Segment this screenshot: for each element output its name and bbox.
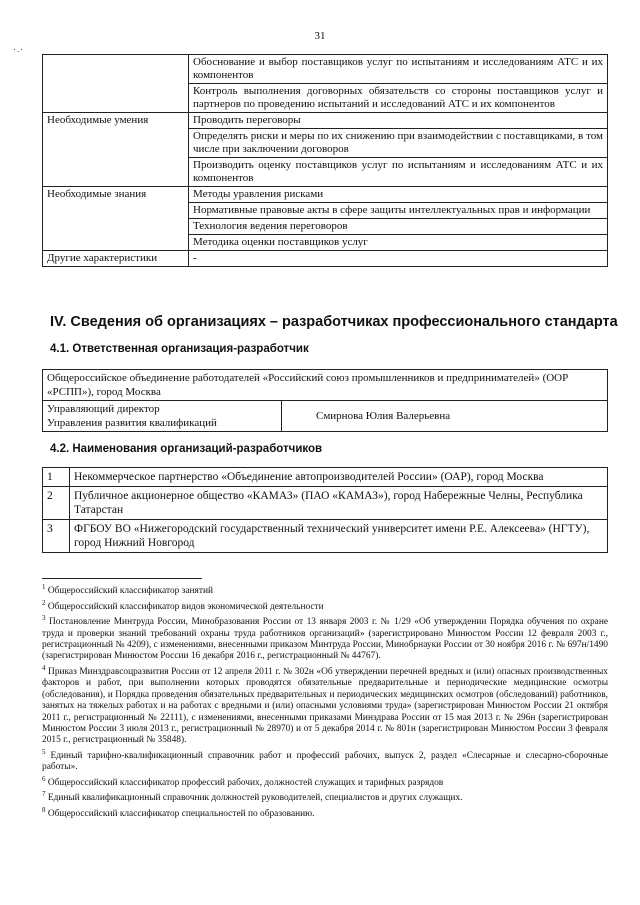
row-number: 2 bbox=[43, 487, 70, 520]
footnote bbox=[42, 613, 608, 663]
footnote-marker: 3 bbox=[42, 614, 46, 623]
footnote bbox=[42, 663, 608, 747]
table-cell-value: Контроль выполнения договорных обязательств со стороны поставщиков услуг и партнеров по проведению испытаний и исследований АТС и их компонентов bbox=[189, 84, 608, 113]
table-row bbox=[43, 187, 608, 203]
footnote-text: Общероссийский классификатор специальностей по образованию. bbox=[47, 808, 315, 819]
table-cell-value: Технология ведения переговоров bbox=[189, 219, 608, 235]
table-row bbox=[43, 370, 608, 401]
footnote-text: Общероссийский классификатор занятий bbox=[47, 586, 213, 597]
footnote bbox=[42, 747, 608, 774]
footnote-marker: 2 bbox=[42, 598, 46, 607]
table-cell-value: - bbox=[189, 251, 608, 267]
table-row bbox=[43, 55, 608, 84]
footnote-divider bbox=[42, 578, 202, 579]
developer-name: ФГБОУ ВО «Нижегородский государственный технический университет имени Р.Е. Алексеева» (НГТУ), город Нижний Новгород bbox=[70, 520, 608, 553]
table-cell-value: Проводить переговоры bbox=[189, 113, 608, 129]
footnote bbox=[42, 774, 608, 790]
org-position: Управляющий директор Управления развития квалификаций bbox=[43, 401, 282, 432]
table-row bbox=[43, 401, 608, 432]
developer-name: Некоммерческое партнерство «Объединение автопроизводителей России» (ОАР), город Москва bbox=[70, 468, 608, 487]
subsection-heading: 4.2. Наименования организаций-разработчиков bbox=[50, 443, 323, 455]
footnote-marker: 6 bbox=[42, 774, 46, 783]
row-number: 1 bbox=[43, 468, 70, 487]
footnote-marker: 4 bbox=[42, 663, 46, 672]
table-cell-label: Другие характеристики bbox=[43, 251, 189, 267]
table-cell-label: Необходимые умения bbox=[43, 113, 189, 187]
responsible-org-table bbox=[42, 369, 608, 432]
footnote-text: Единый квалификационный справочник должностей руководителей, специалистов и других служащих. bbox=[47, 793, 463, 804]
footnote bbox=[42, 598, 608, 614]
table-row bbox=[43, 520, 608, 553]
table-cell-value: Методы уравления рисками bbox=[189, 187, 608, 203]
row-number: 3 bbox=[43, 520, 70, 553]
developer-name: Публичное акционерное общество «КАМАЗ» (ПАО «КАМАЗ»), город Набережные Челны, Республика Татарстан bbox=[70, 487, 608, 520]
footnote-marker: 7 bbox=[42, 790, 46, 799]
competency-table bbox=[42, 54, 608, 267]
table-row bbox=[43, 251, 608, 267]
footnote-text: Постановление Минтруда России, Минобразования России от 13 января 2003 г. № 1/29 «Об утверждении Порядка обучения по охране труда и проверки знаний требований охраны труда работников организаций» (зарегистрировано Минюстом России 12 февраля 2003 г., регистрационный № 4209), с изменениями, внесенными приказом Минтруда России, Минобрнауки России от 30 ноября 2016 г. № 697н/1490 (зарегистрирован Минюстом России 16 декабря 2016 г., регистрационный № 44767). bbox=[42, 617, 608, 662]
footnote bbox=[42, 789, 608, 805]
section-heading: IV. Сведения об организациях – разработчиках профессионального стандарта bbox=[50, 314, 618, 330]
table-cell-value: Определять риски и меры по их снижению при взаимодействии с поставщиками, в том числе при заключении договоров bbox=[189, 129, 608, 158]
table-cell-value: Производить оценку поставщиков услуг по испытаниям и исследованиям АТС и их компонентов bbox=[189, 158, 608, 187]
developers-table bbox=[42, 467, 608, 553]
table-cell-value: Нормативные правовые акты в сфере защиты интеллектуальных прав и информации bbox=[189, 203, 608, 219]
footnote-text: Общероссийский классификатор видов экономической деятельности bbox=[47, 601, 324, 612]
scan-mark: ٠.٠ bbox=[12, 44, 24, 54]
footnote bbox=[42, 805, 608, 821]
table-row bbox=[43, 113, 608, 129]
table-row bbox=[43, 468, 608, 487]
table-cell-value: Методика оценки поставщиков услуг bbox=[189, 235, 608, 251]
footnotes bbox=[42, 582, 608, 820]
footnote-text: Общероссийский классификатор профессий рабочих, должностей служащих и тарифных разрядов bbox=[47, 777, 444, 788]
org-person: Смирнова Юлия Валерьевна bbox=[282, 401, 608, 432]
footnote bbox=[42, 582, 608, 598]
table-cell-label: Необходимые знания bbox=[43, 187, 189, 251]
page-number: 31 bbox=[314, 30, 326, 42]
subsection-heading: 4.1. Ответственная организация-разработчик bbox=[50, 343, 309, 355]
table-cell-label bbox=[43, 55, 189, 113]
table-cell-value: Обоснование и выбор поставщиков услуг по испытаниям и исследованиям АТС и их компонентов bbox=[189, 55, 608, 84]
footnote-marker: 8 bbox=[42, 805, 46, 814]
table-row bbox=[43, 487, 608, 520]
footnote-marker: 1 bbox=[42, 583, 46, 591]
footnote-text: Единый тарифно-квалификационный справочник работ и профессий рабочих, выпуск 2, раздел «Слесарные и слесарно-сборочные работы». bbox=[42, 750, 608, 773]
footnote-text: Приказ Минздравсоцразвития России от 12 апреля 2011 г. № 302н «Об утверждении перечней вредных и (или) опасных производственных факторов и работ, при выполнении которых проводятся обязательные предварительные и периодические медицинские осмотры (обследования), и Порядка проведения обязательных предварительных и периодических медицинских осмотров (обследований) работников, занятых на тяжелых работах и на работах с вредными и (или) опасными условиями труда» (зарегистрирован Минюстом России 21 октября 2011 г., регистрационный № 22111), с изменениями, внесенными приказами Минздрава России от 15 мая 2013 г. № 296н (зарегистрирован Минюстом России 3 июля 2013 г., регистрационный № 28970) и от 5 декабря 2014 г. № 801н (зарегистрирован Минюстом России 3 февраля 2015 г., регистрационный № 35848). bbox=[42, 666, 608, 746]
org-name: Общероссийское объединение работодателей «Российский союз промышленников и предпринимателей» (ООР «РСПП»), город Москва bbox=[43, 370, 608, 401]
footnote-marker: 5 bbox=[42, 747, 46, 756]
